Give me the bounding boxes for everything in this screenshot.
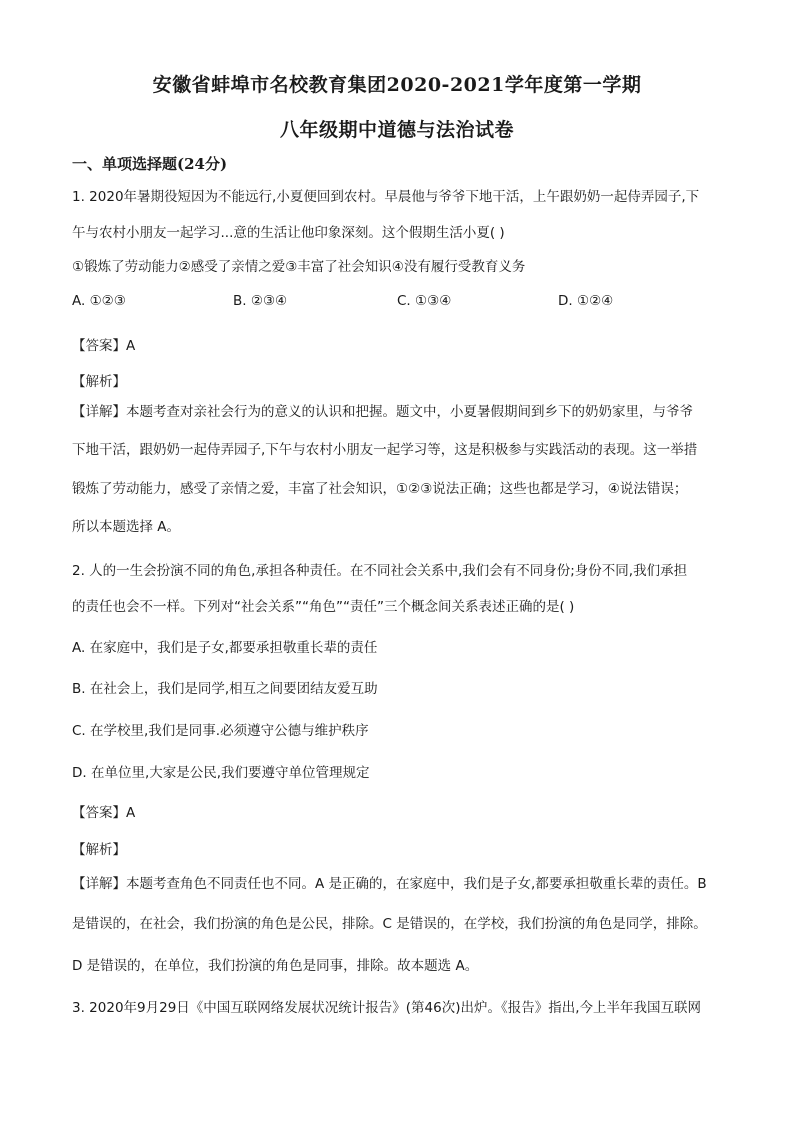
- q2-explanation-line: 【详解】本题考查角色不同责任也不同。A 是正确的，在家庭中，我们是子女,都要承担敬重长辈的责任。B: [72, 876, 707, 892]
- q1-option-d: D. ①②④: [558, 293, 614, 309]
- q1-option-a: A. ①②③: [72, 293, 126, 309]
- q2-explanation-line: D 是错误的，在单位，我们扮演的角色是同事，排除。故本题选 A。: [72, 958, 479, 974]
- q2-option-a: A. 在家庭中，我们是子女,都要承担敬重长辈的责任: [72, 640, 378, 656]
- q1-answer: 【答案】A: [72, 338, 136, 354]
- q2-analysis-heading: 【解析】: [72, 842, 126, 858]
- exam-title-line1: 安徽省蚌埠市名校教育集团2020-2021学年度第一学期: [152, 74, 642, 96]
- q2-option-b: B. 在社会上，我们是同学,相互之间要团结友爱互助: [72, 681, 378, 697]
- q1-analysis-heading: 【解析】: [72, 374, 126, 390]
- q2-answer: 【答案】A: [72, 805, 136, 821]
- q1-stem-line: 1. 2020年暑期役短因为不能远行,小夏便回到农村。早晨他与爷爷下地干活，上午跟奶奶一起侍弄园子,下: [72, 189, 700, 205]
- q2-stem-line: 2. 人的一生会扮演不同的角色,承担各种责任。在不同社会关系中,我们会有不同身份;身份不同,我们承担: [72, 563, 688, 579]
- section-heading: 一、单项选择题(24分): [72, 155, 228, 173]
- exam-title-line2: 八年级期中道德与法治试卷: [279, 119, 514, 141]
- q1-explanation-line: 【详解】本题考查对亲社会行为的意义的认识和把握。题文中，小夏暑假期间到乡下的奶奶家里，与爷爷: [72, 404, 693, 420]
- q1-option-b: B. ②③④: [233, 293, 288, 309]
- q2-stem-line: 的责任也会不一样。下列对“社会关系”“角色”“责任”三个概念间关系表述正确的是( ): [72, 599, 575, 615]
- q1-explanation-line: 下地干活，跟奶奶一起侍弄园子,下午与农村小朋友一起学习等，这是积极参与实践活动的表现。这一举措: [72, 442, 698, 458]
- q1-explanation-line: 所以本题选择 A。: [72, 519, 181, 535]
- q3-stem-line: 3. 2020年9月29日《中国互联网络发展状况统计报告》(第46次)出炉。《报告》指出,今上半年我国互联网: [72, 1000, 702, 1016]
- q1-explanation-line: 锻炼了劳动能力，感受了亲情之爱，丰富了社会知识，①②③说法正确；这些也都是学习，④说法错误；: [72, 481, 688, 497]
- q1-statements: ①锻炼了劳动能力②感受了亲情之爱③丰富了社会知识④没有履行受教育义务: [72, 259, 526, 275]
- q2-option-c: C. 在学校里,我们是同事.必须遵守公德与维护秩序: [72, 723, 369, 739]
- q2-explanation-line: 是错误的，在社会，我们扮演的角色是公民，排除。C 是错误的，在学校，我们扮演的角色是同学，排除。: [72, 916, 707, 932]
- q1-option-c: C. ①③④: [397, 293, 452, 309]
- q2-option-d: D. 在单位里,大家是公民,我们要遵守单位管理规定: [72, 765, 370, 781]
- q1-stem-line: 午与农村小朋友一起学习...意的生活让他印象深刻。这个假期生活小夏( ): [72, 225, 505, 241]
